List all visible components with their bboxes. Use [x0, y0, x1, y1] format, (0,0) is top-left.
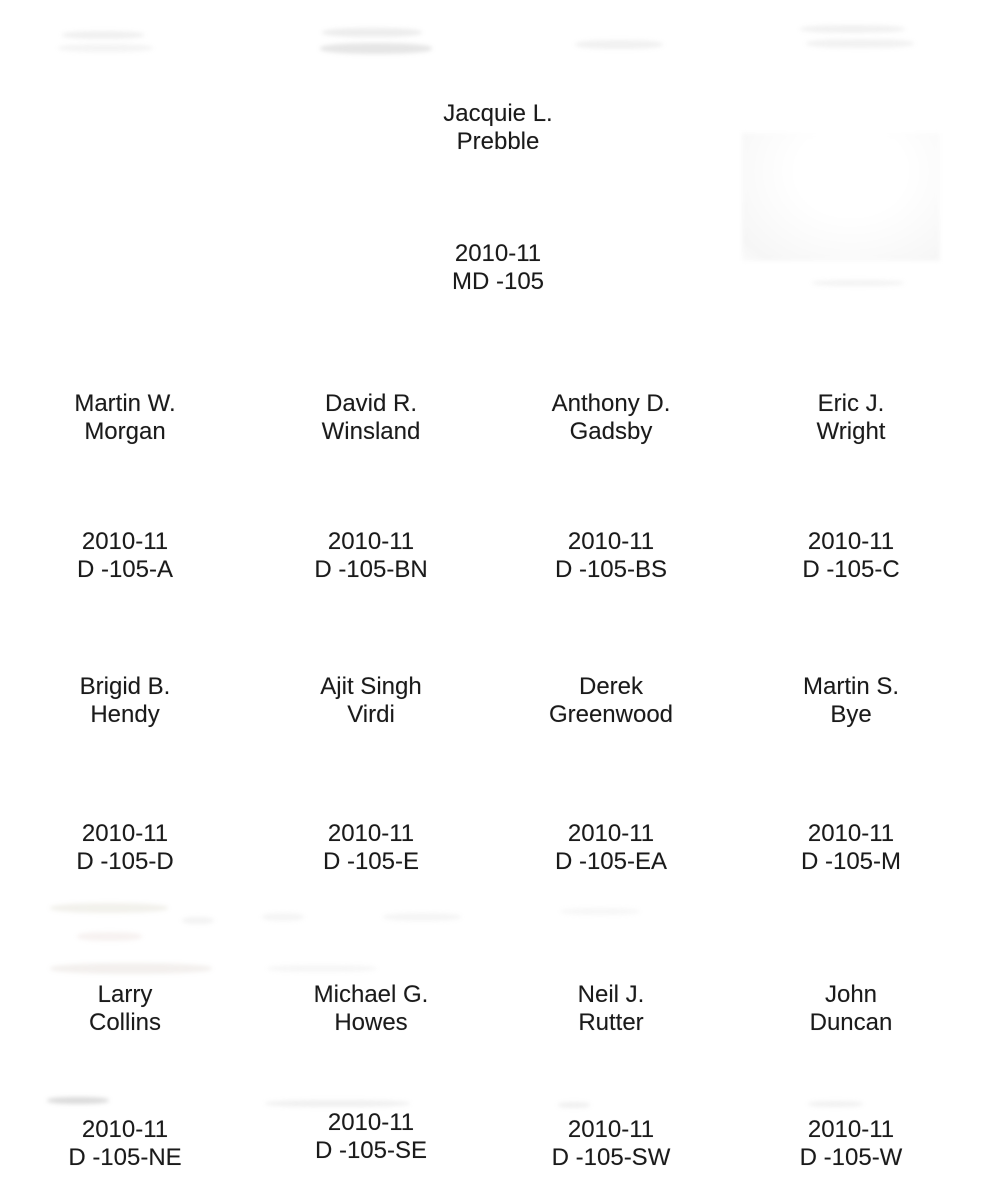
name-line: Collins — [88, 1009, 162, 1036]
names-row-2 — [0, 673, 972, 729]
scan-artifact — [322, 28, 422, 37]
code-line: D -105-SE — [314, 1137, 428, 1164]
name-line: David R. — [324, 390, 418, 417]
person-code — [0, 1116, 250, 1172]
code-line: 2010-11 — [567, 528, 655, 555]
scan-artifact — [267, 965, 377, 972]
code-line: 2010-11 — [327, 820, 415, 847]
code-line: D -105-E — [322, 848, 420, 875]
person-name — [730, 981, 972, 1037]
person-name — [492, 981, 730, 1037]
person-code — [492, 528, 730, 584]
scan-artifact — [560, 908, 640, 915]
name-line: Gadsby — [569, 418, 653, 445]
name-line: Virdi — [347, 701, 395, 728]
name-line: Martin W. — [74, 390, 176, 417]
person-name — [730, 390, 972, 446]
person-code — [250, 528, 492, 584]
scan-artifact — [558, 1102, 590, 1108]
name-line: Jacquie L. — [443, 100, 553, 127]
name-line: John — [824, 981, 878, 1008]
name-line: Morgan — [84, 418, 166, 445]
person-code — [730, 1116, 972, 1172]
scan-artifact — [808, 1101, 863, 1107]
scan-artifact — [320, 43, 432, 54]
scan-artifact — [182, 917, 214, 924]
code-line: D -105-SW — [551, 1144, 671, 1171]
name-line: Rutter — [578, 1009, 644, 1036]
code-line: 2010-11 — [807, 1116, 895, 1143]
name-line: Winsland — [321, 418, 421, 445]
names-row-3 — [0, 981, 972, 1037]
person-code — [0, 528, 250, 584]
person-code — [730, 820, 972, 876]
name-line: Anthony D. — [551, 390, 671, 417]
scan-artifact — [575, 40, 663, 49]
person-name — [250, 981, 492, 1037]
name-line: Martin S. — [802, 673, 900, 700]
code-line: 2010-11 — [454, 240, 542, 267]
name-line: Derek — [578, 673, 644, 700]
person-name — [0, 390, 250, 446]
scan-artifact — [50, 963, 212, 974]
person-name — [250, 390, 492, 446]
name-line: Michael G. — [313, 981, 429, 1008]
scan-artifact — [77, 932, 142, 941]
person-code — [730, 528, 972, 584]
names-row-1 — [0, 390, 972, 446]
person-name — [0, 673, 250, 729]
code-line: 2010-11 — [327, 1109, 415, 1136]
person-name — [250, 673, 492, 729]
name-line: Duncan — [809, 1009, 893, 1036]
scan-artifact — [58, 44, 153, 52]
name-line: Neil J. — [577, 981, 645, 1008]
header-person-name — [0, 100, 996, 156]
scan-artifact — [806, 39, 914, 48]
name-line: Eric J. — [817, 390, 885, 417]
scan-artifact — [262, 913, 304, 921]
person-name — [492, 390, 730, 446]
codes-row-3 — [0, 1109, 972, 1172]
code-line: 2010-11 — [81, 1116, 169, 1143]
scan-artifact — [47, 1097, 109, 1104]
name-line: Howes — [334, 1009, 408, 1036]
code-line: 2010-11 — [807, 820, 895, 847]
code-line: 2010-11 — [567, 820, 655, 847]
code-line: D -105-C — [802, 556, 900, 583]
name-line: Hendy — [90, 701, 160, 728]
scan-artifact — [800, 25, 905, 33]
person-code — [492, 820, 730, 876]
person-name — [730, 673, 972, 729]
person-code — [250, 820, 492, 876]
code-line: 2010-11 — [567, 1116, 655, 1143]
name-line: Brigid B. — [79, 673, 171, 700]
name-line: Bye — [830, 701, 872, 728]
code-line: D -105-W — [799, 1144, 903, 1171]
person-name — [0, 981, 250, 1037]
name-line: Greenwood — [548, 701, 674, 728]
name-line: Prebble — [456, 128, 540, 155]
code-line: D -105-NE — [68, 1144, 182, 1171]
code-line: 2010-11 — [807, 528, 895, 555]
code-line: D -105-BN — [314, 556, 428, 583]
codes-row-2 — [0, 820, 972, 876]
code-line: 2010-11 — [81, 820, 169, 847]
person-name — [492, 673, 730, 729]
code-line: MD -105 — [451, 268, 545, 295]
scan-artifact — [62, 31, 144, 39]
scan-artifact — [265, 1100, 410, 1107]
code-line: 2010-11 — [81, 528, 169, 555]
scan-artifact — [383, 913, 461, 921]
name-line: Ajit Singh — [320, 673, 422, 700]
scan-artifact — [50, 903, 168, 913]
code-line: D -105-D — [76, 848, 174, 875]
person-code — [250, 1109, 492, 1165]
name-line: Larry — [97, 981, 153, 1008]
person-code — [492, 1116, 730, 1172]
code-line: D -105-BS — [554, 556, 668, 583]
code-line: 2010-11 — [327, 528, 415, 555]
name-line: Wright — [816, 418, 886, 445]
code-line: D -105-EA — [554, 848, 668, 875]
code-line: D -105-A — [76, 556, 174, 583]
code-line: D -105-M — [800, 848, 902, 875]
header-code — [0, 240, 996, 296]
person-code — [0, 820, 250, 876]
codes-row-1 — [0, 528, 972, 584]
